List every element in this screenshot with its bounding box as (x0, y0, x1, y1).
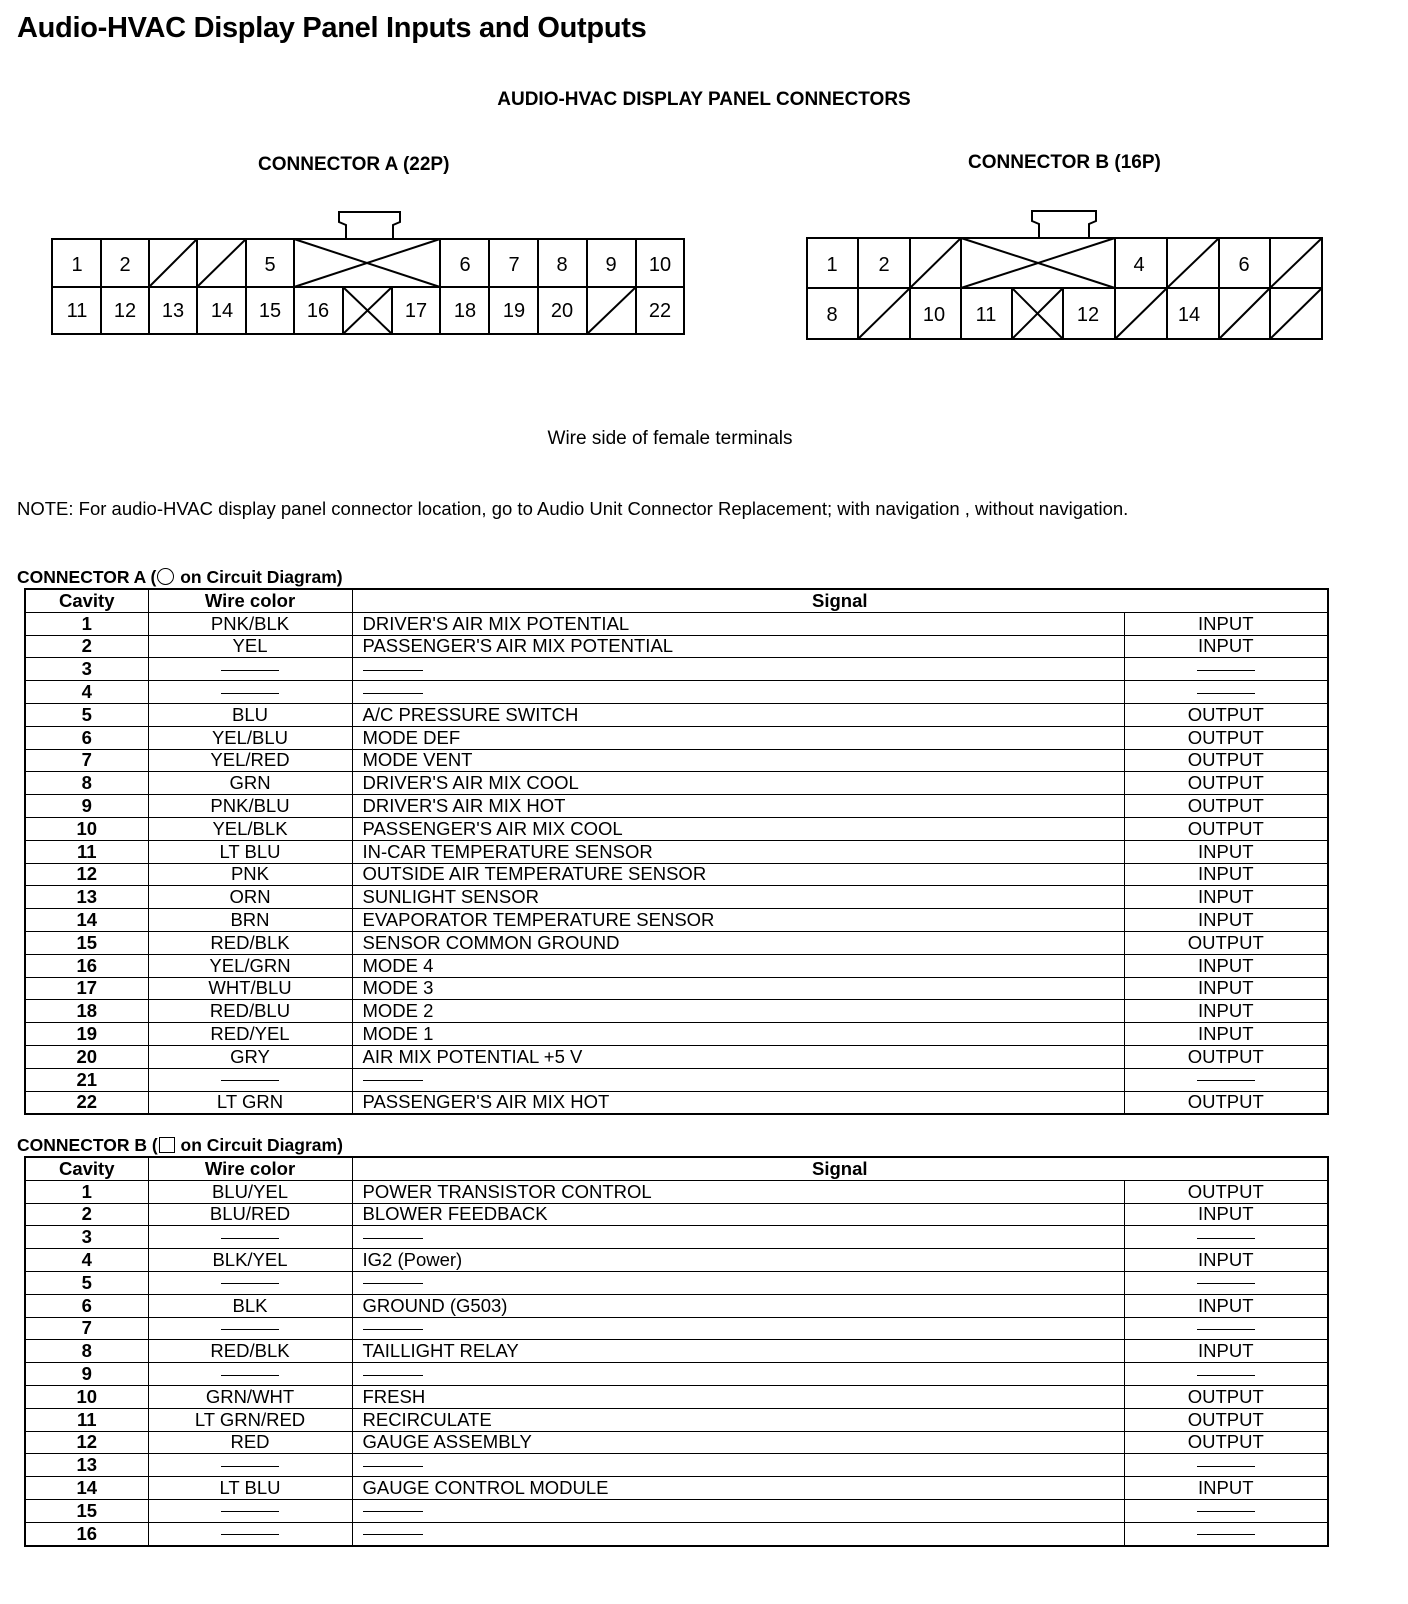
wire-color-cell: BLK/YEL (148, 1249, 352, 1272)
table-row (25, 954, 1328, 977)
cavity-cell: 7 (25, 1317, 148, 1340)
io-cell: OUTPUT (1124, 795, 1328, 818)
io-cell: OUTPUT (1124, 817, 1328, 840)
table-row (25, 931, 1328, 954)
wire-color-cell (148, 1363, 352, 1386)
cavity-cell: 12 (25, 1431, 148, 1454)
connector-b-table-caption: CONNECTOR B ( on Circuit Diagram) (17, 1135, 343, 1155)
wire-color-cell: GRN/WHT (148, 1385, 352, 1408)
table-row (25, 1431, 1328, 1454)
cavity-cell: 11 (25, 840, 148, 863)
header-signal: Signal (352, 589, 1328, 612)
signal-cell (352, 1499, 1124, 1522)
signal-cell: MODE 3 (352, 977, 1124, 1000)
cavity-cell: 13 (25, 886, 148, 909)
cavity-b-6: 6 (1238, 254, 1250, 276)
signal-cell: EVAPORATOR TEMPERATURE SENSOR (352, 909, 1124, 932)
blank-dash (1197, 1534, 1255, 1535)
cavity-cell: 3 (25, 1226, 148, 1249)
io-cell: OUTPUT (1124, 749, 1328, 772)
io-cell: INPUT (1124, 1249, 1328, 1272)
io-cell: OUTPUT (1124, 726, 1328, 749)
signal-cell: GAUGE CONTROL MODULE (352, 1477, 1124, 1500)
io-cell: OUTPUT (1124, 1385, 1328, 1408)
connectors-heading: AUDIO-HVAC DISPLAY PANEL CONNECTORS (497, 89, 911, 110)
cavity-cell: 3 (25, 658, 148, 681)
signal-cell: IN-CAR TEMPERATURE SENSOR (352, 840, 1124, 863)
io-cell: INPUT (1124, 840, 1328, 863)
signal-cell: OUTSIDE AIR TEMPERATURE SENSOR (352, 863, 1124, 886)
table-row (25, 977, 1328, 1000)
table-row (25, 1045, 1328, 1068)
table-row (25, 909, 1328, 932)
signal-cell: DRIVER'S AIR MIX POTENTIAL (352, 612, 1124, 635)
cavity-cell: 4 (25, 1249, 148, 1272)
io-cell (1124, 1454, 1328, 1477)
blank-dash (221, 1375, 279, 1376)
cavity-a-12: 12 (113, 300, 137, 322)
blank-dash (1197, 1375, 1255, 1376)
cavity-cell: 16 (25, 1522, 148, 1545)
wire-color-cell (148, 1522, 352, 1545)
io-cell: INPUT (1124, 977, 1328, 1000)
cavity-cell: 5 (25, 703, 148, 726)
table-row (25, 612, 1328, 635)
header-cavity: Cavity (25, 589, 148, 612)
blank-dash (363, 1238, 423, 1239)
wire-color-cell (148, 1499, 352, 1522)
cavity-cell: 11 (25, 1408, 148, 1431)
signal-cell: MODE 1 (352, 1023, 1124, 1046)
table-row (25, 1385, 1328, 1408)
connector-a-table-caption: CONNECTOR A ( on Circuit Diagram) (17, 567, 343, 587)
signal-cell: MODE 4 (352, 954, 1124, 977)
signal-cell (352, 681, 1124, 704)
io-cell: OUTPUT (1124, 1045, 1328, 1068)
signal-cell: IG2 (Power) (352, 1249, 1124, 1272)
cavity-cell: 21 (25, 1068, 148, 1091)
wire-color-cell: BLU (148, 703, 352, 726)
blank-dash (221, 1283, 279, 1284)
io-cell: OUTPUT (1124, 772, 1328, 795)
blank-dash (221, 670, 279, 671)
io-cell (1124, 1522, 1328, 1545)
wire-color-cell: PNK/BLK (148, 612, 352, 635)
table-row (25, 817, 1328, 840)
cavity-b-11: 11 (975, 304, 997, 326)
connector-b-diagram (0, 0, 1408, 360)
cavity-cell: 15 (25, 931, 148, 954)
cavity-cell: 5 (25, 1271, 148, 1294)
connector-b-label: CONNECTOR B (16P) (968, 152, 1161, 173)
cavity-a-19: 19 (502, 300, 526, 322)
io-cell: OUTPUT (1124, 1431, 1328, 1454)
header-wire-color: Wire color (148, 589, 352, 612)
wire-color-cell (148, 658, 352, 681)
cavity-b-2: 2 (878, 254, 890, 276)
table-row (25, 635, 1328, 658)
table-row (25, 1068, 1328, 1091)
table-row (25, 863, 1328, 886)
table-row (25, 840, 1328, 863)
cavity-cell: 12 (25, 863, 148, 886)
cavity-a-6: 6 (459, 254, 471, 276)
io-cell (1124, 1363, 1328, 1386)
table-row (25, 1249, 1328, 1272)
blank-dash (363, 1375, 423, 1376)
io-cell: OUTPUT (1124, 703, 1328, 726)
signal-cell: AIR MIX POTENTIAL +5 V (352, 1045, 1124, 1068)
io-cell (1124, 1317, 1328, 1340)
blank-dash (1197, 1329, 1255, 1330)
wire-color-cell (148, 1068, 352, 1091)
cavity-cell: 1 (25, 612, 148, 635)
signal-cell: FRESH (352, 1385, 1124, 1408)
blank-dash (1197, 1283, 1255, 1284)
table-row (25, 1226, 1328, 1249)
wire-color-cell: WHT/BLU (148, 977, 352, 1000)
header-signal: Signal (352, 1157, 1328, 1180)
io-cell (1124, 1068, 1328, 1091)
signal-cell: A/C PRESSURE SWITCH (352, 703, 1124, 726)
wire-color-cell: PNK/BLU (148, 795, 352, 818)
table-row (25, 726, 1328, 749)
cavity-cell: 4 (25, 681, 148, 704)
table-row (25, 1522, 1328, 1545)
cavity-cell: 6 (25, 726, 148, 749)
blank-dash (1197, 1511, 1255, 1512)
signal-cell (352, 1317, 1124, 1340)
blank-dash (363, 1534, 423, 1535)
cavity-cell: 9 (25, 795, 148, 818)
io-cell: INPUT (1124, 1294, 1328, 1317)
cavity-b-1: 1 (826, 254, 838, 276)
cavity-cell: 10 (25, 1385, 148, 1408)
cavity-a-11: 11 (66, 300, 88, 322)
cavity-cell: 7 (25, 749, 148, 772)
cavity-b-10: 10 (922, 304, 946, 326)
io-cell: INPUT (1124, 1023, 1328, 1046)
table-row (25, 749, 1328, 772)
table-row (25, 795, 1328, 818)
table-row (25, 703, 1328, 726)
cavity-a-8: 8 (556, 254, 568, 276)
wire-color-cell: RED/BLU (148, 1000, 352, 1023)
wire-color-cell: RED/BLK (148, 1340, 352, 1363)
signal-cell (352, 1363, 1124, 1386)
signal-cell (352, 1226, 1124, 1249)
io-cell: INPUT (1124, 886, 1328, 909)
signal-cell: PASSENGER'S AIR MIX POTENTIAL (352, 635, 1124, 658)
cavity-cell: 1 (25, 1180, 148, 1203)
signal-cell (352, 1522, 1124, 1545)
blank-dash (221, 1329, 279, 1330)
io-cell: INPUT (1124, 909, 1328, 932)
io-cell: INPUT (1124, 612, 1328, 635)
table-row (25, 658, 1328, 681)
wire-color-cell: LT GRN/RED (148, 1408, 352, 1431)
cavity-b-4: 4 (1133, 254, 1145, 276)
table-row (25, 1477, 1328, 1500)
cavity-a-14: 14 (210, 300, 234, 322)
cavity-a-9: 9 (605, 254, 617, 276)
cavity-cell: 18 (25, 1000, 148, 1023)
wire-color-cell: YEL/RED (148, 749, 352, 772)
table-header-row (25, 589, 1328, 612)
cavity-cell: 2 (25, 635, 148, 658)
wire-color-cell: YEL/BLK (148, 817, 352, 840)
cavity-cell: 16 (25, 954, 148, 977)
wire-color-cell: YEL/GRN (148, 954, 352, 977)
wire-color-cell (148, 1271, 352, 1294)
wire-color-cell: BRN (148, 909, 352, 932)
wire-color-cell: LT GRN (148, 1091, 352, 1114)
connector-a-table (24, 588, 1329, 1115)
table-row (25, 1271, 1328, 1294)
cavity-cell: 6 (25, 1294, 148, 1317)
blank-dash (363, 1080, 423, 1081)
wire-color-cell: BLU/YEL (148, 1180, 352, 1203)
blank-dash (1197, 1080, 1255, 1081)
cavity-a-1: 1 (71, 254, 83, 276)
blank-dash (221, 1511, 279, 1512)
cavity-cell: 10 (25, 817, 148, 840)
wire-color-cell (148, 1454, 352, 1477)
blank-dash (221, 1238, 279, 1239)
wire-color-cell: BLU/RED (148, 1203, 352, 1226)
cavity-cell: 15 (25, 1499, 148, 1522)
wire-color-cell: BLK (148, 1294, 352, 1317)
io-cell: INPUT (1124, 1477, 1328, 1500)
table-row (25, 772, 1328, 795)
signal-cell: SUNLIGHT SENSOR (352, 886, 1124, 909)
table-header-row (25, 1157, 1328, 1180)
blank-dash (1197, 693, 1255, 694)
cavity-a-5: 5 (264, 254, 276, 276)
io-cell: OUTPUT (1124, 931, 1328, 954)
signal-cell: DRIVER'S AIR MIX COOL (352, 772, 1124, 795)
wire-color-cell (148, 1226, 352, 1249)
table-row (25, 1294, 1328, 1317)
io-cell: OUTPUT (1124, 1091, 1328, 1114)
signal-cell (352, 1454, 1124, 1477)
cavity-cell: 22 (25, 1091, 148, 1114)
wire-color-cell: GRN (148, 772, 352, 795)
table-row (25, 886, 1328, 909)
cavity-cell: 20 (25, 1045, 148, 1068)
table-row (25, 1091, 1328, 1114)
table-row (25, 1023, 1328, 1046)
signal-cell: GAUGE ASSEMBLY (352, 1431, 1124, 1454)
blank-dash (363, 1511, 423, 1512)
table-row (25, 1180, 1328, 1203)
signal-cell: MODE VENT (352, 749, 1124, 772)
table-row (25, 681, 1328, 704)
signal-cell: TAILLIGHT RELAY (352, 1340, 1124, 1363)
blank-dash (1197, 1238, 1255, 1239)
table-row (25, 1203, 1328, 1226)
wire-color-cell: YEL (148, 635, 352, 658)
wire-side-caption: Wire side of female terminals (547, 428, 793, 449)
signal-cell (352, 658, 1124, 681)
wire-color-cell: PNK (148, 863, 352, 886)
io-cell: INPUT (1124, 635, 1328, 658)
wire-color-cell (148, 1317, 352, 1340)
wire-color-cell: LT BLU (148, 840, 352, 863)
cavity-b-14: 14 (1177, 304, 1201, 326)
cavity-a-16: 16 (306, 300, 330, 322)
cavity-a-17: 17 (404, 300, 428, 322)
blank-dash (1197, 1466, 1255, 1467)
table-row (25, 1363, 1328, 1386)
blank-dash (363, 1466, 423, 1467)
cavity-a-22: 22 (648, 300, 672, 322)
io-cell (1124, 681, 1328, 704)
square-symbol-icon (159, 1137, 175, 1153)
cavity-b-12: 12 (1076, 304, 1100, 326)
wire-color-cell: RED/BLK (148, 931, 352, 954)
cavity-a-7: 7 (508, 254, 520, 276)
table-row (25, 1499, 1328, 1522)
circle-symbol-icon (157, 568, 174, 585)
io-cell (1124, 1499, 1328, 1522)
signal-cell (352, 1068, 1124, 1091)
io-cell: OUTPUT (1124, 1180, 1328, 1203)
header-wire-color: Wire color (148, 1157, 352, 1180)
signal-cell: DRIVER'S AIR MIX HOT (352, 795, 1124, 818)
blank-dash (221, 1466, 279, 1467)
page-title: Audio-HVAC Display Panel Inputs and Outputs (17, 12, 647, 44)
cavity-cell: 8 (25, 772, 148, 795)
blank-dash (221, 693, 279, 694)
connector-b-table (24, 1156, 1329, 1547)
wire-color-cell (148, 681, 352, 704)
blank-dash (363, 693, 423, 694)
cavity-cell: 17 (25, 977, 148, 1000)
table-row (25, 1454, 1328, 1477)
signal-cell: BLOWER FEEDBACK (352, 1203, 1124, 1226)
io-cell (1124, 1271, 1328, 1294)
header-cavity: Cavity (25, 1157, 148, 1180)
connector-location-note: NOTE: For audio-HVAC display panel connector location, go to Audio Unit Connector Replacement; with navigation , without navigation. (17, 498, 1129, 519)
signal-cell: GROUND (G503) (352, 1294, 1124, 1317)
cavity-cell: 13 (25, 1454, 148, 1477)
wire-color-cell: YEL/BLU (148, 726, 352, 749)
cavity-cell: 8 (25, 1340, 148, 1363)
io-cell (1124, 1226, 1328, 1249)
signal-cell: RECIRCULATE (352, 1408, 1124, 1431)
table-row (25, 1317, 1328, 1340)
table-row (25, 1340, 1328, 1363)
cavity-cell: 19 (25, 1023, 148, 1046)
signal-cell: POWER TRANSISTOR CONTROL (352, 1180, 1124, 1203)
blank-dash (221, 1080, 279, 1081)
signal-cell: MODE 2 (352, 1000, 1124, 1023)
signal-cell: SENSOR COMMON GROUND (352, 931, 1124, 954)
table-row (25, 1408, 1328, 1431)
blank-dash (1197, 670, 1255, 671)
wire-color-cell: ORN (148, 886, 352, 909)
connector-a-label: CONNECTOR A (22P) (258, 154, 450, 175)
cavity-a-13: 13 (161, 300, 185, 322)
cavity-cell: 2 (25, 1203, 148, 1226)
signal-cell: PASSENGER'S AIR MIX HOT (352, 1091, 1124, 1114)
io-cell: INPUT (1124, 954, 1328, 977)
blank-dash (221, 1534, 279, 1535)
blank-dash (363, 1283, 423, 1284)
cavity-b-8: 8 (826, 304, 838, 326)
io-cell: INPUT (1124, 863, 1328, 886)
cavity-cell: 14 (25, 1477, 148, 1500)
io-cell: OUTPUT (1124, 1408, 1328, 1431)
blank-dash (363, 1329, 423, 1330)
io-cell (1124, 658, 1328, 681)
cavity-cell: 14 (25, 909, 148, 932)
signal-cell: PASSENGER'S AIR MIX COOL (352, 817, 1124, 840)
cavity-a-2: 2 (119, 254, 131, 276)
cavity-cell: 9 (25, 1363, 148, 1386)
cavity-a-15: 15 (258, 300, 282, 322)
signal-cell (352, 1271, 1124, 1294)
cavity-a-10: 10 (648, 254, 672, 276)
wire-color-cell: GRY (148, 1045, 352, 1068)
wire-color-cell: RED (148, 1431, 352, 1454)
io-cell: INPUT (1124, 1000, 1328, 1023)
io-cell: INPUT (1124, 1203, 1328, 1226)
io-cell: INPUT (1124, 1340, 1328, 1363)
table-row (25, 1000, 1328, 1023)
signal-cell: MODE DEF (352, 726, 1124, 749)
wire-color-cell: RED/YEL (148, 1023, 352, 1046)
cavity-a-20: 20 (550, 300, 574, 322)
wire-color-cell: LT BLU (148, 1477, 352, 1500)
cavity-a-18: 18 (453, 300, 477, 322)
blank-dash (363, 670, 423, 671)
